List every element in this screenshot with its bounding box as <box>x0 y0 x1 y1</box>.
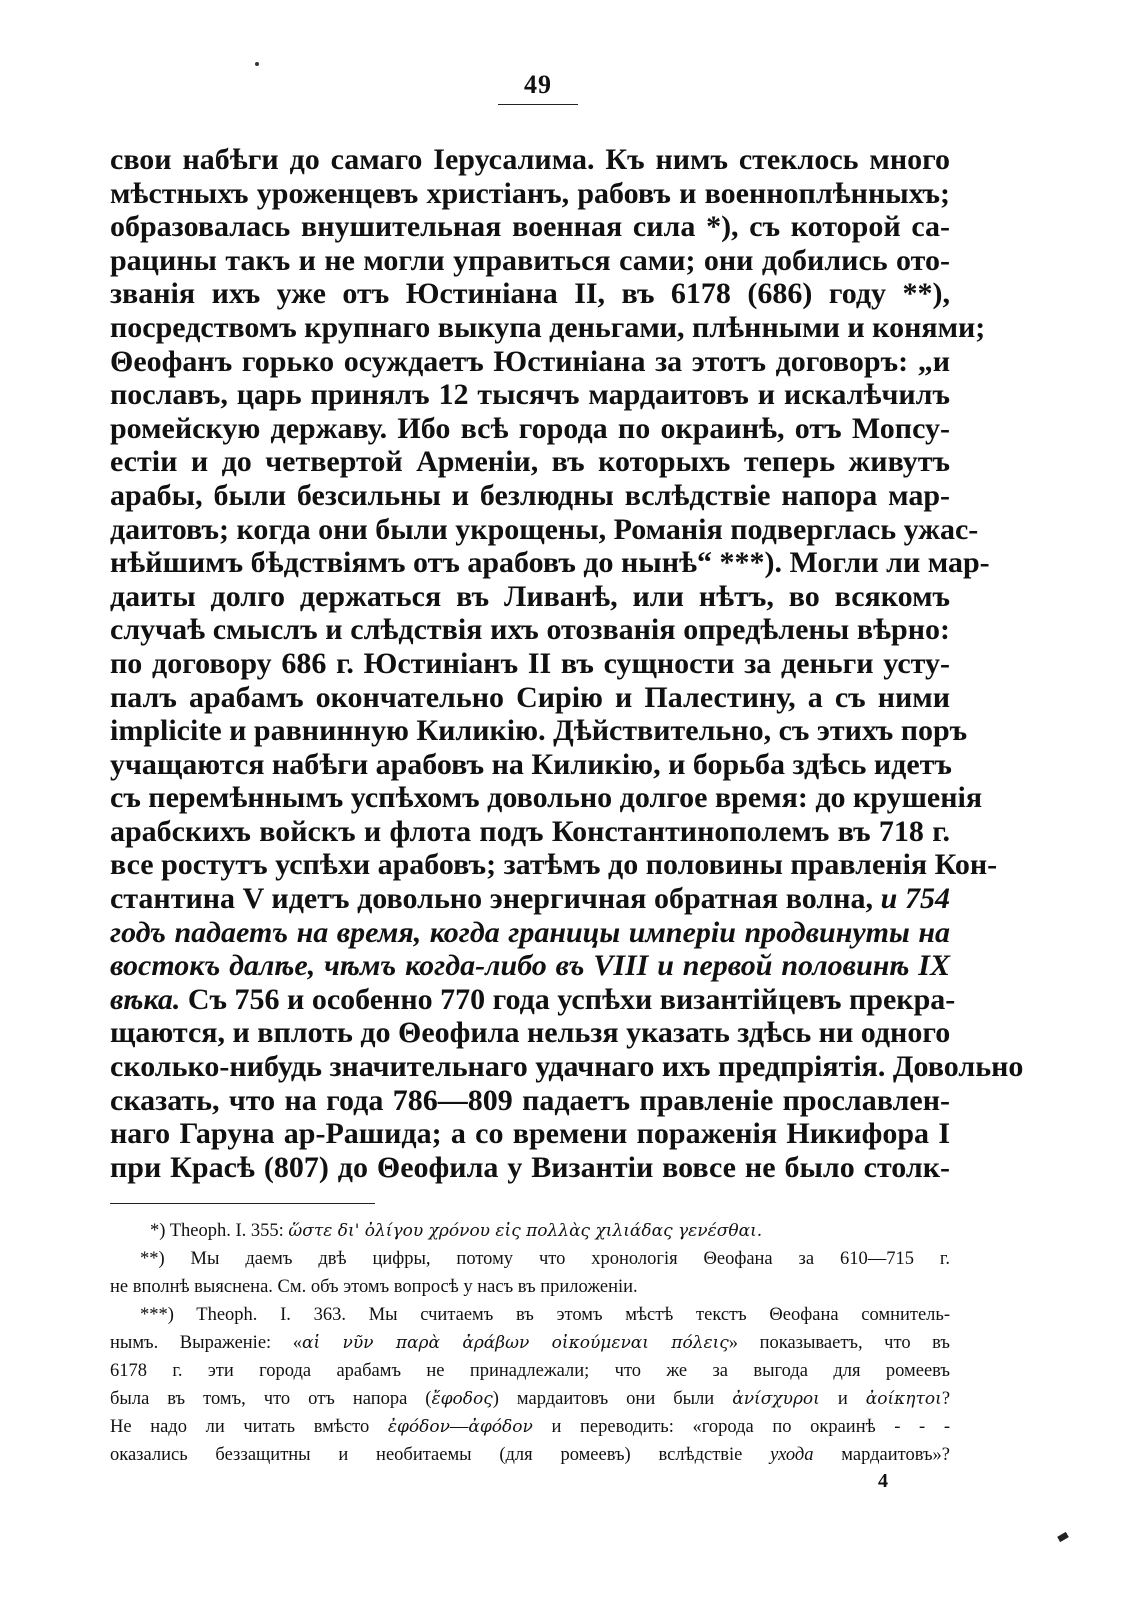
footnote-segment: была въ томъ, что отъ напора ( <box>110 1389 432 1409</box>
footnote-separator <box>110 1203 375 1204</box>
footnote-2-line: не вполнѣ выяснена. См. объ этомъ вопросѣ у насъ въ приложеніи. <box>110 1277 638 1297</box>
footnote-1 <box>110 1217 950 1245</box>
body-line: естіи и до четвертой Арменіи, въ которыхъ теперь живутъ <box>110 445 950 479</box>
body-line: свои набѣги до самаго Іерусалима. Къ нимъ стеклось много <box>110 143 950 176</box>
body-line-mixed <box>110 882 950 916</box>
footnote-segment: ) мардаитовъ они были <box>492 1389 715 1409</box>
page-number: 49 <box>524 70 552 99</box>
body-line: посредствомъ крупнаго выкупа деньгами, плѣнными и конями; <box>110 310 986 344</box>
footnote-marker: *) Theoph. I. 355: <box>150 1221 284 1241</box>
greek-word: ἐφόδον <box>387 1417 450 1437</box>
body-line: implicite и равнинную Киликію. Дѣйствительно, съ этихъ поръ <box>110 714 968 748</box>
body-line: по договору 686 г. Юстиніанъ II въ сущности за деньги усту- <box>110 646 950 680</box>
body-line: сказать, что на года 786—809 падаетъ правленіе прославлен- <box>110 1083 950 1117</box>
greek-word: ἔφοδος <box>431 1389 493 1409</box>
body-line: даиты долго держаться въ Ливанѣ, или нѣтъ, во всякомъ <box>110 579 950 613</box>
emphasis-line: востокъ далѣе, чѣмъ когда-либо въ VIII и первой половинѣ IX <box>110 949 950 983</box>
body-line: пославъ, царь принялъ 12 тысячъ мардаитовъ и искалѣчилъ <box>110 378 950 412</box>
footnote-3-line <box>110 1329 950 1357</box>
footnote-segment: — <box>449 1417 469 1437</box>
body-line: даитовъ; когда они были укрощены, Романія подверглась ужас- <box>110 512 979 546</box>
emphasis-text: ухода <box>770 1445 814 1465</box>
footnote-segment: » показываетъ, что въ <box>728 1333 950 1353</box>
footnote-segment: мардаитовъ»? <box>841 1445 950 1465</box>
footnote-segment: и переводить: «города по окраинѣ - - - <box>551 1417 951 1437</box>
body-line: щаются, и вплоть до Θеофила нельзя указать здѣсь ни одного <box>110 1016 951 1050</box>
signature-mark: 4 <box>878 1470 888 1492</box>
greek-word: ἀνίσχυροι <box>732 1389 820 1409</box>
footnote-3-line: 6178 г. эти города арабамъ не принадлежали; что же за выгода для ромеевъ <box>110 1361 950 1381</box>
body-line: сколько-нибудь значительнаго удачнаго ихъ предпріятія. Довольно <box>110 1050 1024 1084</box>
body-line: рацины такъ и не могли управиться сами; они добились ото- <box>110 243 950 277</box>
body-line-mixed <box>110 982 956 1017</box>
footnote-segment: и <box>837 1389 848 1409</box>
body-line: все ростутъ успѣхи арабовъ; затѣмъ до половины правленія Кон- <box>110 848 998 882</box>
footnote-2-line: **) Мы даемъ двѣ цифры, потому что хронологія Θеофана за 610—715 г. <box>140 1249 950 1269</box>
page-number-rule <box>498 104 578 105</box>
footnote-3-line <box>110 1385 950 1413</box>
footnote-segment: Не надо ли читать вмѣсто <box>110 1417 370 1437</box>
greek-word: ἀφόδον <box>468 1417 533 1437</box>
body-line: образовалась внушительная военная сила *), съ которой са- <box>110 210 950 244</box>
greek-quote: ὥστε δι' ὀλίγου χρόνου εἰς πολλὰς χιλιάδας γενέσθαι. <box>288 1221 763 1241</box>
body-line: учащаются набѣги арабовъ на Киликію, и борьба здѣсь идетъ <box>110 747 952 781</box>
footnote-3-line <box>110 1441 950 1469</box>
body-text <box>110 143 1024 1184</box>
emphasis-text: и 754 <box>880 882 951 916</box>
footnote-segment: ? <box>941 1389 951 1409</box>
greek-quote: αἱ νῦν παρὰ ἀράβων οἰκούμεναι πόλεις <box>302 1333 729 1353</box>
body-segment: стантина V идетъ довольно энергичная обратная волна, <box>110 882 874 916</box>
body-line: нѣйшимъ бѣдствіямъ отъ арабовъ до нынѣ“ ***). Могли ли мар- <box>110 546 990 580</box>
footnote-3-line: ***) Theoph. I. 363. Мы считаемъ въ этомъ мѣстѣ текстъ Θеофана сомнитель- <box>140 1305 950 1325</box>
footnote-segment: оказались беззащитны и необитаемы (для ромеевъ) вслѣдствіе <box>110 1445 743 1465</box>
body-line: арабы, были безсильны и безлюдны вслѣдствіе напора мар- <box>110 478 950 512</box>
footnotes <box>110 1217 950 1469</box>
footnote-segment: нымъ. Выраженіе: « <box>110 1333 302 1353</box>
emphasis-line: годъ падаетъ на время, когда границы имперіи продвинуты на <box>110 915 950 949</box>
body-line: съ перемѣннымъ успѣхомъ довольно долгое время: до крушенія <box>110 781 983 815</box>
body-line: наго Гаруна ар-Рашида; а со времени пораженія Никифора I <box>110 1117 950 1151</box>
body-line: арабскихъ войскъ и флота подъ Константинополемъ въ 718 г. <box>110 814 950 848</box>
scan-mark <box>1057 1532 1069 1542</box>
body-line: при Красѣ (807) до Θеофила у Византіи вовсе не было столк- <box>110 1150 950 1184</box>
body-line: случаѣ смыслъ и слѣдствія ихъ отозванія опредѣлены вѣрно: <box>110 613 950 647</box>
body-line: званія ихъ уже отъ Юстиніана II, въ 6178 (686) году **), <box>110 277 950 311</box>
body-line: мѣстныхъ уроженцевъ христіанъ, рабовъ и военноплѣнныхъ; <box>110 176 950 210</box>
footnote-3-line <box>110 1413 950 1441</box>
body-line: Θеофанъ горько осуждаетъ Юстиніана за этотъ договоръ: „и <box>110 344 950 378</box>
body-segment: Съ 756 и особенно 770 года успѣхи византійцевъ прекра- <box>187 982 956 1016</box>
body-line: палъ арабамъ окончательно Сирію и Палестину, а съ ними <box>110 680 950 714</box>
body-line: ромейскую державу. Ибо всѣ города по окраинѣ, отъ Мопсу- <box>110 411 950 445</box>
emphasis-text: вѣка. <box>110 982 181 1016</box>
stray-dot <box>255 62 259 66</box>
greek-word: ἀοίκητοι <box>865 1389 942 1409</box>
